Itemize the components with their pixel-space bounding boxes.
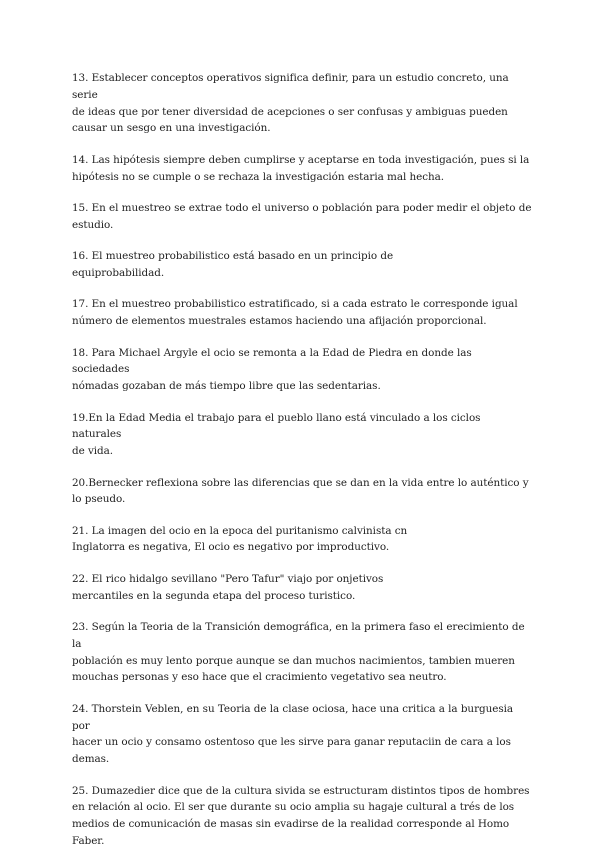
question-25: 25. Dumazedier dice que de la cultura sivida se estructuram distintos tipos de hombres en relación al ocio. El ser que durante su ocio amplia su hagaje cultural a trés de los medios de comunicación de masas sin evadirse de la realidad corresponde al Homo Faber. <box>72 784 530 848</box>
question-list <box>72 70 532 864</box>
question-19: 19.En la Edad Media el trabajo para el pueblo llano está vinculado a los ciclos naturales de vida. <box>72 411 481 458</box>
question-21: 21. La imagen del ocio en la epoca del puritanismo calvinista cn Inglatorra es negativa, El ocio es negativo por improductivo. <box>72 524 408 554</box>
question-14: 14. Las hipótesis siempre deben cumplirse y aceptarse en toda investigación, pues si la hipótesis no se cumple o se rechaza la investigación estaria mal hecha. <box>72 153 530 183</box>
question-16: 16. El muestreo probabilistico está basado en un principio de equiprobabilidad. <box>72 250 394 279</box>
question-20: 20.Bernecker reflexiona sobre las diferencias que se dan en la vida entre lo auténtico y lo pseudo. <box>72 476 529 506</box>
question-17: 17. En el muestreo probabilistico estratificado, si a cada estrato le corresponde igual número de elementos muestrales estamos haciendo una afijación proporcional. <box>72 298 518 328</box>
question-18: 18. Para Michael Argyle el ocio se remonta a la Edad de Piedra en donde las sociedades nómadas gozaban de más tiempo libre que las sedentarias. <box>72 346 472 393</box>
question-22: 22. El rico hidalgo sevillano "Pero Tafur" viajo por onjetivos mercantiles en la segunda etapa del proceso turistico. <box>72 572 384 602</box>
question-23: 23. Según la Teoria de la Transición demográfica, en la primera faso el erecimiento de la población es muy lento porque aunque se dan muchos nacimientos, tambien mueren mouchas personas y eso hace que el cracimiento vegetativo sea neutro. <box>72 621 525 684</box>
question-15: 15. En el muestreo se extrae todo el universo o población para poder medir el objeto de estudio. <box>72 201 532 231</box>
question-24: 24. Thorstein Veblen, en su Teoria de la clase ociosa, hace una critica a la burguesia por hacer un ocio y consamo ostentoso que les sirve para ganar reputaciin de cara a los demas. <box>72 702 514 766</box>
question-13: 13. Establecer conceptos operativos significa definir, para un estudio concreto, una serie de ideas que por tener diversidad de acepciones o ser confusas y ambiguas pueden causar un sesgo en una investigación. <box>72 72 509 135</box>
